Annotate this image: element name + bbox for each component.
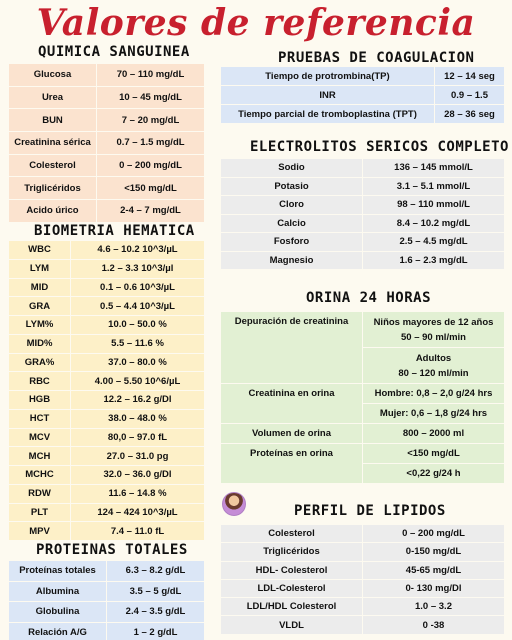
table-row: [9, 391, 205, 410]
table-row: [9, 177, 205, 200]
row-value: 7 – 20 mg/dL: [97, 109, 205, 132]
table-row: [9, 316, 205, 335]
biometria-table: [8, 240, 205, 541]
table-row: [9, 297, 205, 316]
proteinas-heading: PROTEINAS TOTALES: [36, 542, 188, 558]
quimica-table: [8, 63, 205, 223]
orina-heading: ORINA 24 HORAS: [306, 290, 432, 306]
table-row: [221, 196, 505, 215]
table-row: [9, 503, 205, 522]
orina-table: [220, 311, 505, 484]
row-label: Colesterol: [221, 525, 363, 543]
row-label: MID: [9, 278, 71, 297]
row-value: 32.0 – 36.0 g/Dl: [71, 466, 205, 485]
row-value: 38.0 – 48.0 %: [71, 409, 205, 428]
lipidos-heading: PERFIL DE LIPIDOS: [294, 503, 446, 519]
table-row: [9, 86, 205, 109]
orina-adultos-label: Adultos: [415, 352, 452, 364]
row-label: Urea: [9, 86, 97, 109]
row-value: 0- 130 mg/Dl: [363, 579, 505, 597]
table-row: [221, 579, 505, 597]
row-value: 5.5 – 11.6 %: [71, 334, 205, 353]
table-row: [221, 105, 505, 124]
table-row: [9, 466, 205, 485]
biometria-heading: BIOMETRIA HEMATICA: [34, 223, 195, 239]
row-label: Sodio: [221, 159, 363, 178]
orina-label-depuracion: Depuración de creatinina: [221, 312, 363, 384]
table-row: [9, 109, 205, 132]
row-value: 0.9 – 1.5: [435, 86, 505, 105]
table-row: [9, 484, 205, 503]
row-value: 3.1 – 5.1 mmol/L: [363, 177, 505, 196]
table-row: [221, 251, 505, 270]
row-label: Albumina: [9, 581, 107, 602]
orina-volumen-value: 800 – 2000 ml: [363, 424, 505, 444]
orina-adultos: [363, 348, 505, 384]
table-row: [9, 64, 205, 87]
row-label: MCHC: [9, 466, 71, 485]
orina-label-volumen: Volumen de orina: [221, 424, 363, 444]
avatar: [222, 492, 246, 516]
row-label: HGB: [9, 391, 71, 410]
row-value: 37.0 – 80.0 %: [71, 353, 205, 372]
row-value: 0-150 mg/dL: [363, 543, 505, 561]
orina-adultos-value: 80 – 120 ml/min: [398, 367, 469, 379]
table-row: [9, 132, 205, 155]
table-row: [221, 561, 505, 579]
row-value: 4.6 – 10.2 10^3/µL: [71, 241, 205, 260]
row-label: RBC: [9, 372, 71, 391]
row-label: MCH: [9, 447, 71, 466]
row-value: 136 – 145 mmol/L: [363, 159, 505, 178]
coagulacion-heading: PRUEBAS DE COAGULACION: [278, 50, 475, 66]
table-row: [9, 241, 205, 260]
coagulacion-table: [220, 66, 505, 124]
row-value: 1.2 – 3.3 10^3/µl: [71, 259, 205, 278]
table-row: [221, 214, 505, 233]
row-value: 4.00 – 5.50 10^6/µL: [71, 372, 205, 391]
row-value: 0 -38: [363, 616, 505, 634]
table-row: [9, 200, 205, 223]
table-row: [221, 233, 505, 252]
orina-hombre: Hombre: 0,8 – 2,0 g/24 hrs: [363, 384, 505, 404]
table-row: [9, 154, 205, 177]
row-value: 2.5 – 4.5 mg/dL: [363, 233, 505, 252]
row-label: Proteínas totales: [9, 561, 107, 582]
row-label: VLDL: [221, 616, 363, 634]
row-value: 12 – 14 seg: [435, 67, 505, 86]
orina-ninos-value: 50 – 90 ml/min: [401, 331, 466, 343]
row-label: Triglicéridos: [9, 177, 97, 200]
row-value: 1.0 – 3.2: [363, 598, 505, 616]
row-value: 124 – 424 10^3/µL: [71, 503, 205, 522]
row-label: Triglicéridos: [221, 543, 363, 561]
row-label: Creatinina sérica: [9, 132, 97, 155]
row-value: 27.0 – 31.0 pg: [71, 447, 205, 466]
row-label: Fosforo: [221, 233, 363, 252]
orina-ninos: [363, 312, 505, 348]
row-value: 0.5 – 4.4 10^3/µL: [71, 297, 205, 316]
table-row: [9, 353, 205, 372]
row-label: BUN: [9, 109, 97, 132]
row-label: LYM%: [9, 316, 71, 335]
row-label: Tiempo de protrombina(TP): [221, 67, 435, 86]
orina-label-proteinas: Proteínas en orina: [221, 444, 363, 484]
row-value: 1 – 2 g/dL: [107, 622, 205, 640]
quimica-heading: QUIMICA SANGUINEA: [38, 44, 190, 60]
row-value: 45-65 mg/dL: [363, 561, 505, 579]
row-label: Acido úrico: [9, 200, 97, 223]
row-label: Glucosa: [9, 64, 97, 87]
row-value: 10 – 45 mg/dL: [97, 86, 205, 109]
table-row: [9, 522, 205, 541]
table-row: [221, 616, 505, 634]
table-row: [9, 278, 205, 297]
row-label: RDW: [9, 484, 71, 503]
row-label: Calcio: [221, 214, 363, 233]
row-value: 3.5 – 5 g/dL: [107, 581, 205, 602]
row-label: Tiempo parcial de tromboplastina (TPT): [221, 105, 435, 124]
table-row: [221, 543, 505, 561]
orina-mujer: Mujer: 0,6 – 1,8 g/24 hrs: [363, 404, 505, 424]
row-label: LDL/HDL Colesterol: [221, 598, 363, 616]
row-value: 2.4 – 3.5 g/dL: [107, 602, 205, 623]
page-title: Valores de referencia: [36, 2, 476, 44]
table-row: [9, 372, 205, 391]
electrolitos-heading: ELECTROLITOS SERICOS COMPLETO: [250, 139, 509, 155]
row-label: Relación A/G: [9, 622, 107, 640]
row-value: 0 – 200 mg/dL: [97, 154, 205, 177]
row-label: Colesterol: [9, 154, 97, 177]
orina-prot-b: <0,22 g/24 h: [363, 464, 505, 484]
row-value: 0.7 – 1.5 mg/dL: [97, 132, 205, 155]
table-row: [9, 581, 205, 602]
row-value: 10.0 – 50.0 %: [71, 316, 205, 335]
row-value: 0 – 200 mg/dL: [363, 525, 505, 543]
row-value: 11.6 – 14.8 %: [71, 484, 205, 503]
row-label: GRA: [9, 297, 71, 316]
row-label: Globulina: [9, 602, 107, 623]
row-value: 2-4 – 7 mg/dL: [97, 200, 205, 223]
row-value: 0.1 – 0.6 10^3/µL: [71, 278, 205, 297]
table-row: [221, 159, 505, 178]
row-value: 70 – 110 mg/dL: [97, 64, 205, 87]
row-value: 28 – 36 seg: [435, 105, 505, 124]
table-row: [9, 259, 205, 278]
row-value: 7.4 – 11.0 fL: [71, 522, 205, 541]
row-value: 12.2 – 16.2 g/Dl: [71, 391, 205, 410]
row-label: Potasio: [221, 177, 363, 196]
table-row: [221, 598, 505, 616]
row-label: GRA%: [9, 353, 71, 372]
row-value: <150 mg/dL: [97, 177, 205, 200]
table-row: [9, 602, 205, 623]
table-row: [221, 67, 505, 86]
lipidos-table: [220, 524, 505, 635]
row-label: Cloro: [221, 196, 363, 215]
row-label: Magnesio: [221, 251, 363, 270]
table-row: [9, 409, 205, 428]
row-label: INR: [221, 86, 435, 105]
row-value: 1.6 – 2.3 mg/dL: [363, 251, 505, 270]
row-label: HCT: [9, 409, 71, 428]
row-label: LYM: [9, 259, 71, 278]
table-row: [9, 622, 205, 640]
table-row: [9, 447, 205, 466]
table-row: [221, 86, 505, 105]
table-row: [221, 177, 505, 196]
orina-ninos-label: Niños mayores de 12 años: [373, 316, 494, 328]
table-row: [9, 428, 205, 447]
electrolitos-table: [220, 158, 505, 270]
row-label: MCV: [9, 428, 71, 447]
row-label: WBC: [9, 241, 71, 260]
orina-prot-a: <150 mg/dL: [363, 444, 505, 464]
row-value: 6.3 – 8.2 g/dL: [107, 561, 205, 582]
row-label: HDL- Colesterol: [221, 561, 363, 579]
table-row: [221, 525, 505, 543]
row-label: MPV: [9, 522, 71, 541]
row-label: LDL-Colesterol: [221, 579, 363, 597]
row-value: 98 – 110 mmol/L: [363, 196, 505, 215]
orina-label-creatinina: Creatinina en orina: [221, 384, 363, 424]
row-label: MID%: [9, 334, 71, 353]
table-row: [9, 561, 205, 582]
row-value: 80,0 – 97.0 fL: [71, 428, 205, 447]
row-label: PLT: [9, 503, 71, 522]
row-value: 8.4 – 10.2 mg/dL: [363, 214, 505, 233]
table-row: [9, 334, 205, 353]
proteinas-table: [8, 560, 205, 640]
